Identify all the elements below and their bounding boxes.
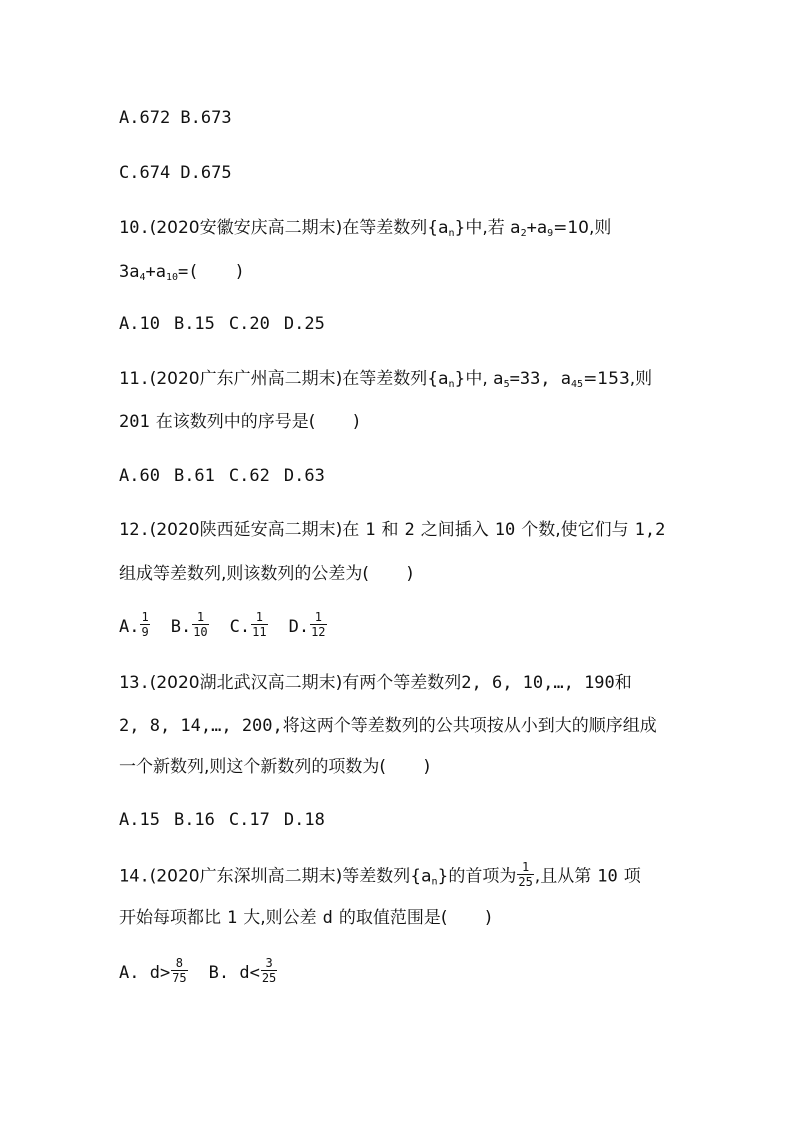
q14-stem-line-2 [119,906,494,930]
q12-option-d-label: D. [288,616,310,637]
fraction-numerator: 8 [171,956,187,971]
q14-options [119,958,278,987]
q13-options [119,808,325,832]
q12-option-c-label: C. [229,616,251,637]
q12-stem-line-2 [119,562,415,586]
q10-stem-text: 在等差数列{a [342,218,449,238]
q10-stem-text: }中,若 a [454,218,521,238]
q13-option-c: C.17 [228,810,270,830]
q12-stem-number: 1,2 [634,520,666,540]
q12-option-b [170,610,210,639]
q12-stem-number: 10 [494,520,516,540]
q10-sub-n: n [448,228,455,239]
q11-option-c: C.62 [228,466,270,486]
q10-sub-2: 2 [520,228,527,239]
fraction-denominator: 25 [518,875,533,889]
q13-option-d: D.18 [283,810,325,830]
q13-source: (2020湖北武汉高二期末) [149,673,343,693]
fraction-denominator: 12 [311,625,326,639]
q10-sub-4: 4 [139,272,146,283]
fraction-numerator: 1 [192,610,208,625]
fraction-denominator: 25 [261,971,277,985]
q10-number: 10. [119,218,150,238]
q11-stem-text: =153,则 [583,369,653,389]
q11-sub-45: 45 [571,379,584,390]
q12-option-a-fraction [140,610,149,639]
q13-stem-line-2 [119,714,657,738]
q14-stem-text: 项 [623,866,641,887]
q13-stem-text: 一个新数列,则这个新数列的项数为( [119,757,387,777]
q12-stem-text: 组成等差数列,则该数列的公差为( [119,564,370,584]
q14-option-a-fraction [171,956,187,985]
q13-stem-text: 将这两个等差数列的公共项按从小到大的顺序组成 [282,716,657,736]
q12-option-b-fraction [192,610,208,639]
q10-expr: 3a [119,262,140,282]
fraction-denominator: 11 [252,625,267,639]
q14-stem-text: 等差数列{a [342,866,432,887]
q12-source: (2020陕西延安高二期末) [149,520,343,540]
q10-sub-10: 10 [166,272,179,283]
q12-option-d-fraction [310,610,326,639]
q11-option-b: B.61 [173,466,215,486]
q13-stem-line-1 [119,671,632,695]
q12-stem-text: 和 [381,520,399,540]
q14-option-b-label: B. d< [208,962,260,983]
q10-stem-line-1 [119,216,611,240]
q13-answer-blank-close: ) [422,757,433,777]
q11-options [119,464,325,488]
q10-expr: =( [178,262,199,282]
q12-option-a-label: A. [119,616,140,637]
q14-first-term-fraction [517,860,533,889]
q11-stem-text: =33, a [509,369,572,389]
q13-option-b: B.16 [173,810,215,830]
q12-number: 12. [119,520,150,540]
q14-stem-text: 的取值范围是( [338,908,448,928]
q12-option-c [229,610,269,639]
q12-option-a [119,610,151,639]
q11-number: 11. [119,369,150,389]
q13-stem-text: 有两个等差数列 [342,673,462,693]
q11-number-201: 201 [119,412,150,432]
q10-answer-blank-close: ) [234,262,245,282]
q11-stem-text: 在该数列中的序号是( [155,412,316,432]
q14-stem-number: 1 [227,908,238,928]
fraction-numerator: 1 [141,610,149,624]
q14-option-b [208,956,279,985]
q10-option-d: D.25 [283,314,325,334]
q10-stem-line-2 [119,260,245,284]
q13-option-a: A.15 [119,810,160,830]
q13-sequence-2: 2, 8, 14,…, 200, [119,716,283,736]
q12-stem-text: 个数,使它们与 [521,520,629,540]
q13-stem-line-3 [119,755,432,779]
q10-option-a: A.10 [119,314,160,334]
q10-stem-text: =10,则 [553,218,612,238]
fraction-numerator: 3 [261,956,277,971]
q12-option-d [288,610,328,639]
q10-option-b: B.15 [173,314,215,334]
q12-stem-number: 1 [365,520,376,540]
q10-sub-9: 9 [547,228,554,239]
q9-options-ab: A.672 B.673 [119,108,232,128]
q14-stem-text: ,且从第 [534,866,592,887]
q12-option-c-fraction [251,610,267,639]
q14-number: 14. [119,866,150,887]
q11-answer-blank-close: ) [351,412,362,432]
q11-source: (2020广东广州高二期末) [149,369,343,389]
fraction-denominator: 10 [193,625,208,639]
q14-answer-blank-close: ) [483,908,494,928]
q14-option-a-label: A. d> [119,962,171,983]
q11-stem-text: }中, a [454,369,504,389]
q9-options-line-2 [119,161,232,185]
q14-stem-text: }的首项为 [437,866,517,887]
q14-stem-text: 大,则公差 [243,908,317,928]
q11-stem-text: 在等差数列{a [342,369,449,389]
q12-stem-text: 之间插入 [420,520,489,540]
fraction-numerator: 1 [310,610,326,625]
q12-option-b-label: B. [170,616,192,637]
fraction-numerator: 1 [251,610,267,625]
q12-answer-blank-close: ) [405,564,416,584]
q10-source: (2020安徽安庆高二期末) [149,218,343,238]
q11-sub-n: n [448,379,455,390]
q14-sub-n: n [431,876,438,888]
q10-options [119,312,325,336]
q14-stem-number: 10 [597,866,618,887]
q12-stem-number: 2 [404,520,415,540]
q12-stem-text: 在 [342,520,360,540]
fraction-numerator: 1 [517,860,533,875]
fraction-denominator: 9 [141,625,149,639]
q13-stem-text: 和 [614,673,632,693]
q11-sub-5: 5 [503,379,510,390]
q13-number: 13. [119,673,150,693]
q14-stem-line-1 [119,862,641,891]
q10-option-c: C.20 [228,314,270,334]
q14-stem-variable: d [322,908,333,928]
fraction-denominator: 75 [172,971,187,985]
q13-sequence-1: 2, 6, 10,…, 190 [461,673,615,693]
q11-option-a: A.60 [119,466,160,486]
q14-source: (2020广东深圳高二期末) [149,866,343,887]
q9-options-line-1 [119,106,232,130]
q10-expr: +a [145,262,166,282]
q14-stem-text: 开始每项都比 [119,908,221,928]
q12-stem-line-1 [119,518,665,542]
q10-stem-text: +a [526,218,548,238]
q9-options-cd: C.674 D.675 [119,163,232,183]
q12-options [119,612,328,641]
q14-option-b-fraction [261,956,277,985]
q14-option-a [119,956,189,985]
q11-option-d: D.63 [283,466,325,486]
q11-stem-line-1 [119,367,652,391]
q11-stem-line-2 [119,410,362,434]
